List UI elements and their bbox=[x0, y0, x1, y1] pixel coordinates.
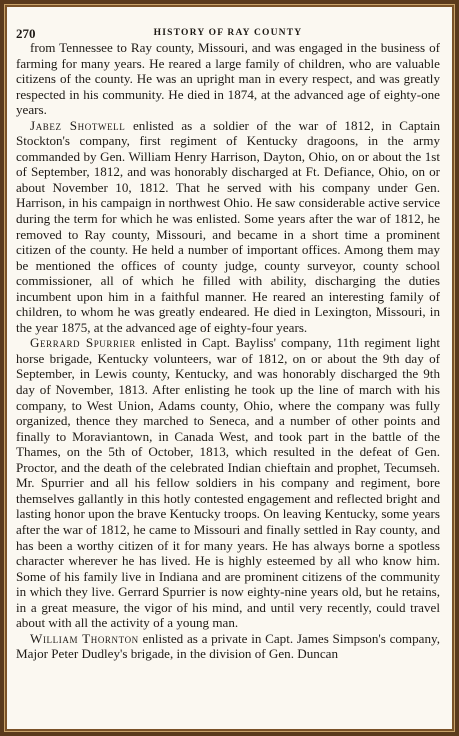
book-page bbox=[12, 14, 444, 726]
paragraph-continued bbox=[16, 40, 440, 118]
body-text bbox=[12, 40, 444, 662]
running-head: HISTORY OF RAY COUNTY bbox=[153, 28, 303, 38]
paragraph-text: enlisted as a private in Capt. James Simpson's company, Major Peter Dudley's brigade, in the division of Gen. Duncan bbox=[16, 630, 440, 662]
paragraph-text: from Tennessee to Ray county, Missouri, and was engaged in the business of farming for many years. He reared a large family of children, who are valuable citizens of the county. He was an upright man in every respect, and was greatly respected in his community. He died in 1874, at the advanced age of eighty-one years. bbox=[16, 40, 440, 118]
lead-name: Jabez Shotwell bbox=[30, 117, 126, 133]
paragraph-gerrard-spurrier bbox=[16, 335, 440, 630]
paragraph-william-thornton bbox=[16, 631, 440, 662]
lead-name: William Thornton bbox=[30, 630, 139, 646]
paragraph-jabez-shotwell bbox=[16, 118, 440, 336]
lead-name: Gerrard Spurrier bbox=[30, 335, 136, 351]
paragraph-text: enlisted in Capt. Bayliss' company, 11th regiment light horse brigade, Kentucky volunteers, war of 1812, on or about the 9th day of September, in Lewis county, Kentucky, and was honorably discharged the 9th day of November, 1813. After enlisting he took up the line of march with his company, to West Union, Adams county, Ohio, where the company was fully organized, thence they marched to Seneca, and a number of other points and finally to Moraviantown, in Canada West, and took part in the battle of the Thames, on the 5th of October, 1813, which resulted in the defeat of Gen. Proctor, and the death of the celebrated Indian chieftain and prophet, Tecumseh. Mr. Spurrier and all his fellow soldiers in his company and regiment, bore themselves gallantly in this hotly contested engagement and reflected bright and lasting honor upon the brave Kentucky troops. On leaving Kentucky, some years after the war of 1812, he came to Missouri and finally settled in Ray county, and has been a worthy citizen of it for many years. He has always borne a spotless character wherever he has lived. He is highly esteemed by all who know him. Some of his family live in Indiana and are prominent citizens of the community in which they live. Gerrard Spurrier is now eighty-nine years old, but he retains, in a great measure, the vigor of his mind, and until very recently, could travel about with all the activity of a young man. bbox=[16, 335, 441, 631]
paragraph-text: enlisted as a soldier of the war of 1812, in Captain Stockton's company, first regiment of Kentucky dragoons, in the army commanded by Gen. William Henry Harrison, Dayton, Ohio, on or about the 1st of September, 1812, and was honorably discharged at Ft. Defiance, Ohio, on or about November 10, 1812. That he served with his company under Gen. Harrison, in his campaign in northwest Ohio. He saw considerable active service during the term for which he was enlisted. Some years after the war of 1812, he removed to Ray county, Missouri, and became in a short time a prominent citizen of the county. He held a number of important offices. Among them may be mentioned the offices of county judge, county surveyor, county school commissioner, all of which he filled with ability, discharging the duties incumbent upon him in a faithful manner. He reared an interesting family of children, to whom he was greatly endeared. He died in Lexington, Missouri, in the year 1875, at the advanced age of eighty-four years. bbox=[16, 117, 440, 335]
page-header bbox=[12, 14, 444, 40]
page-number: 270 bbox=[16, 26, 36, 41]
